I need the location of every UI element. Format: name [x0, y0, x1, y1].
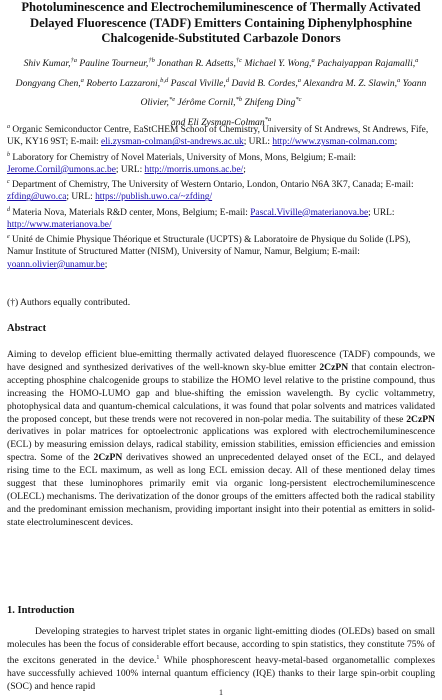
author: Zhifeng Ding	[242, 97, 296, 109]
author: Yoann Olivier,	[140, 77, 427, 109]
author: David B. Cordes,	[229, 77, 298, 89]
author-affil-mark: †a	[70, 57, 77, 64]
affiliation-d	[7, 204, 437, 232]
author-affil-mark: a	[311, 57, 315, 64]
email-link[interactable]: zfding@uwo.ca	[7, 192, 67, 203]
email-link[interactable]: yoann.olivier@unamur.be	[7, 259, 105, 270]
author-affil-mark: *c	[295, 96, 302, 104]
author: Dongyang Chen,	[15, 77, 81, 89]
affil-url-label: ; URL:	[115, 164, 145, 175]
author: and Eli Zysman-Colman	[170, 116, 265, 128]
affil-label: d	[7, 206, 10, 213]
author: Michael Y. Wong,	[242, 58, 312, 70]
affil-url-label: ; URL:	[66, 192, 96, 203]
author: Shiv Kumar,	[23, 58, 71, 70]
page-number: 1	[219, 688, 223, 697]
email-link[interactable]: Pascal.Viville@materianova.be	[250, 207, 369, 218]
abstract-heading: Abstract	[7, 323, 47, 334]
affil-text: Department of Chemistry, The University of Western Ontario, London, Ontario N6A 3K7, Canada; E-mail:	[9, 180, 414, 191]
abstract-text: derivatives in polar matrices for optoelectronic applications was explored with electrochemiluminescence (ECL) by measuring emission delays, radical stability, emission stabilities, emission efficiencies and emission spectra. Some of the	[7, 426, 435, 464]
affil-label: b	[7, 151, 10, 158]
introduction-heading: 1. Introduction	[7, 605, 75, 616]
abstract-text: Aiming to develop efficient blue-emitting thermally activated delayed fluorescence (TADF) compounds, we have designed and synthesized derivatives of the well-known sky-blue emitter	[7, 349, 435, 373]
affiliation-a	[7, 121, 437, 149]
affiliation-e	[7, 231, 437, 271]
citation-ref[interactable]: 1	[156, 654, 160, 661]
affil-url-label: ; URL:	[243, 137, 273, 148]
author-affil-mark: *b	[235, 96, 243, 104]
url-link[interactable]: http://morris.umons.ac.be/	[144, 164, 244, 175]
affiliation-b	[7, 149, 437, 177]
affil-label: e	[7, 234, 10, 241]
affil-end: ;	[243, 164, 246, 175]
affil-text: Organic Semiconductor Centre, EaStCHEM School of Chemistry, University of St Andrews, St Andrews, Fife, UK, KY16 9ST; E-mail:	[7, 125, 429, 148]
url-link[interactable]: http://www.materianova.be/	[7, 219, 112, 230]
compound-name: 2CzPN	[319, 361, 349, 373]
abstract-text: that contain electron-accepting phosphine chalcogenide groups to stabilize the HOMO level relative to the pristine compound, thus increasing the HOMO-LUMO gap and blue-shifting the emission wavelength. By cyclic voltammetry, photophysical data and quantum-chemical calculations, it was found that polar solvents and matrices validated the proposed concept, but these trends were not recovered in non-polar media. The suitability of these	[7, 361, 435, 425]
email-link[interactable]: Jerome.Cornil@umons.ac.be	[7, 164, 116, 175]
introduction-body	[7, 626, 435, 694]
affiliation-c	[7, 176, 437, 204]
affil-end: ;	[104, 259, 108, 270]
affil-label: a	[7, 124, 10, 130]
author: Pascal Viville,	[168, 77, 226, 89]
author-affil-mark: a	[297, 76, 301, 84]
email-link[interactable]: eli.zysman-colman@st-andrews.ac.uk	[101, 137, 244, 148]
paper-title: Photoluminescence and Electrochemiluminescence of Thermally Activated Delayed Fluorescence (TADF) Emitters Containing Diphenylphosphine Chalcogenide-Substituted Carbazole Donors	[21, 0, 421, 45]
author-affil-mark: *e	[168, 96, 176, 104]
author-affil-mark: b,d	[160, 76, 169, 84]
author-affil-mark: *a	[264, 115, 272, 123]
equal-contribution-note: (†) Authors equally contributed.	[7, 297, 131, 308]
author-affil-mark: a	[397, 76, 401, 84]
author: Pachaiyappan Rajamalli,	[314, 58, 416, 70]
affil-text: Materia Nova, Materials R&D center, Mons, Belgium; E-mail:	[10, 207, 251, 218]
author-affil-mark: †b	[148, 57, 155, 64]
abstract-body	[7, 349, 435, 530]
url-link[interactable]: http://www.zysman-colman.com	[272, 137, 395, 148]
author: Roberto Lazzaroni,	[83, 77, 161, 89]
affil-label: c	[7, 179, 10, 186]
author: Pauline Tourneur,	[76, 58, 149, 70]
url-link[interactable]: https://publish.uwo.ca/~zfding/	[95, 192, 213, 203]
author: Jérôme Cornil,	[175, 97, 236, 109]
intro-text: Developing strategies to harvest triplet states in organic light-emitting diodes (OLEDs) based on small molecules has been the focus of considerable effort because, according to spin statistics, they constitute 75% of the excitons generated in the device.	[7, 626, 435, 666]
author: Alexandra M. Z. Slawin,	[301, 77, 398, 89]
author-affil-mark: †c	[235, 57, 243, 64]
author-affil-mark: a	[80, 76, 84, 84]
affiliations	[7, 121, 437, 271]
affil-end: ;	[394, 137, 398, 148]
intro-text: While phosphorescent heavy-metal-based organometallic complexes have successfully achieved 100% internal quantum efficiency (IQE) thanks to their large spin-orbit coupling (SOC) and hence rapid	[7, 655, 435, 692]
affil-url-label: ; URL:	[368, 207, 395, 218]
affil-text: Laboratory for Chemistry of Novel Materials, University of Mons, Mons, Belgium; E-mail:	[10, 152, 357, 163]
author-list	[8, 53, 434, 131]
author-affil-mark: d	[225, 76, 230, 84]
compound-name: 2CzPN	[93, 452, 123, 464]
author: Jonathan R. Adsetts,	[154, 58, 236, 70]
affil-text: Unité de Chimie Physique Théorique et Structurale (UCPTS) & Laboratoire de Physique du Solide (LPS), Namur Institute of Structured Matter (NISM), University of Namur, Namur, Belgium; E-mail:	[7, 235, 411, 258]
abstract-text: derivatives showed an unprecedented delayed onset of the ECL, and delayed rising time to the ECL maximum, as well as long ECL emission decay. All of these mentioned delay times suggest that these luminophores primarily emit via organic long-persistent electrochemiluminescence (OLECL) mechanisms. The derivatization of the donor groups of the emitters affected both the radical stability and the predominant emission mechanism, providing important insight into their potential as emitters in solid-state electroluminescent devices.	[7, 452, 435, 528]
author-affil-mark: a	[415, 57, 419, 64]
compound-name: 2CzPN	[406, 413, 435, 425]
